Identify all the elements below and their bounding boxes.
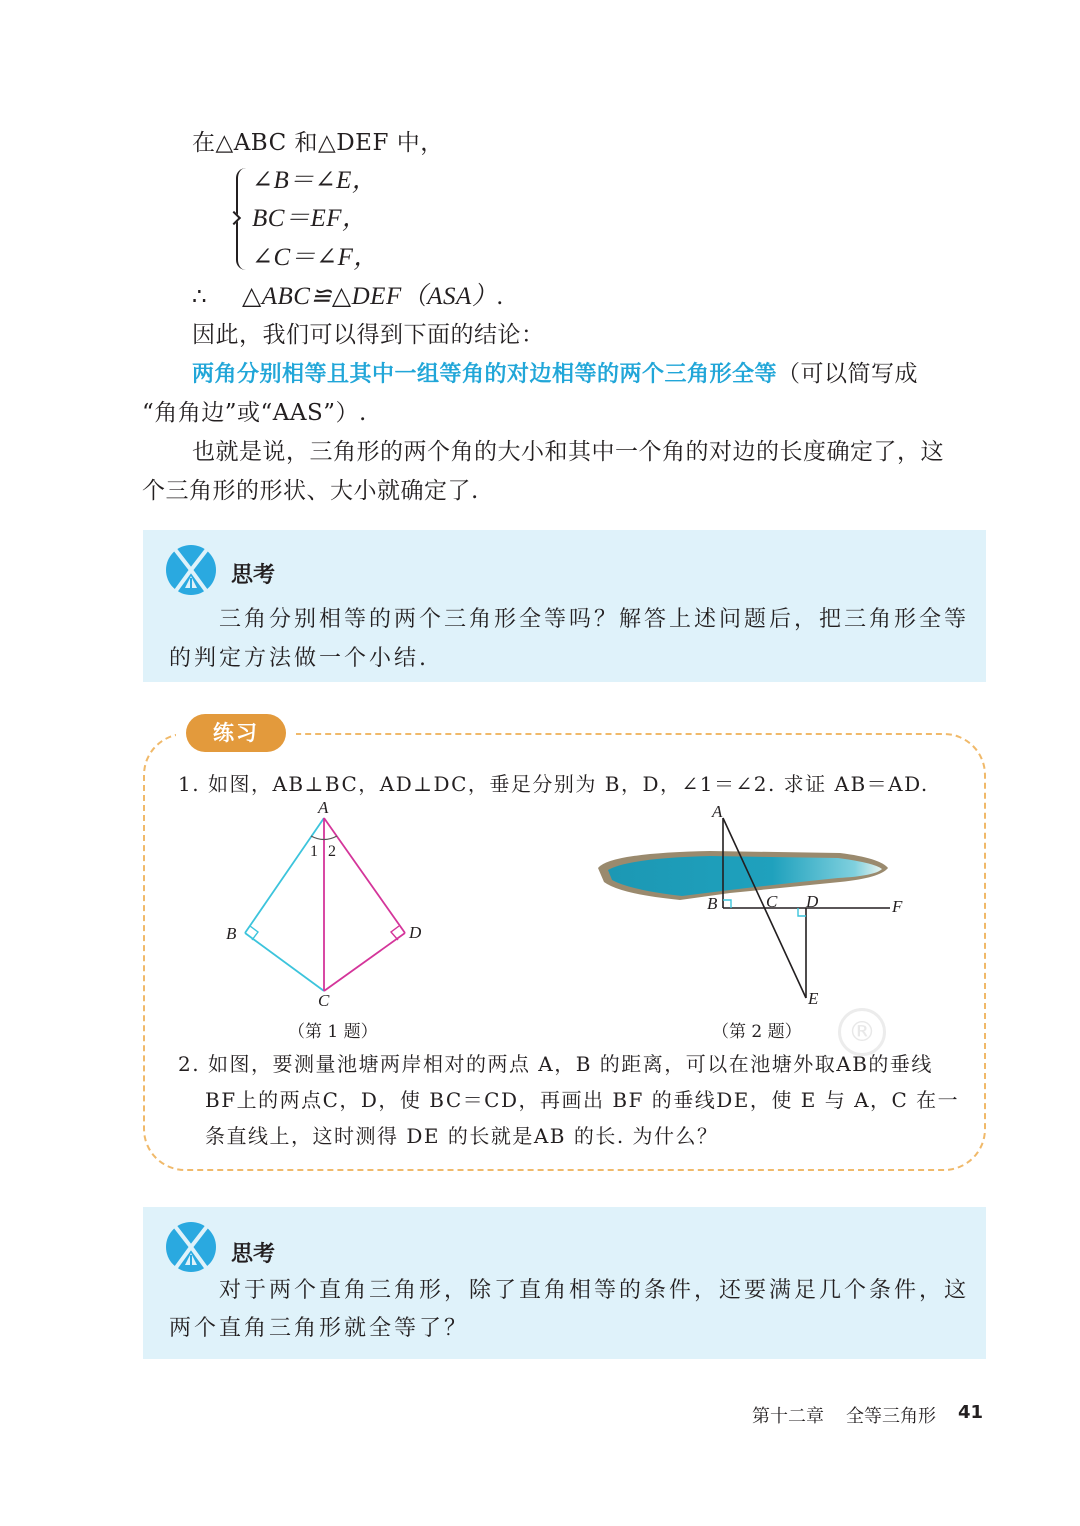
- hourglass-icon: [165, 1221, 217, 1273]
- exercise-q2-line-2: BF上的两点C，D，使 BC＝CD，再画出 BF 的垂线DE，使 E 与 A，C 在一: [205, 1088, 960, 1112]
- think-title-1: 思考: [231, 563, 276, 588]
- label-C: C: [318, 991, 330, 1010]
- think-box-1: [143, 530, 986, 682]
- theorem-line-1: [192, 355, 918, 394]
- think-1-line-2: 的判定方法做一个小结.: [169, 646, 429, 671]
- think-1-line-1: 三角分别相等的两个三角形全等吗？解答上述问题后，把三角形全等: [219, 607, 970, 632]
- figure-2-caption: （第 2 题）: [712, 1022, 802, 1042]
- proof-condition-2: BC＝EF，: [252, 205, 368, 232]
- proof-conclusion: △ABC≌△DEF（ASA）.: [242, 283, 505, 310]
- theorem-rest: （可以简写成: [777, 361, 919, 387]
- registered-watermark: ®: [838, 1008, 886, 1056]
- footer-section: 全等三角形: [846, 1406, 936, 1427]
- think-title-2: 思考: [231, 1242, 276, 1267]
- figure-2-pond: [590, 798, 920, 1018]
- lead-text: 因此，我们可以得到下面的结论：: [192, 322, 545, 348]
- brace: [236, 168, 250, 270]
- label-A: A: [318, 798, 329, 817]
- exercise-q1: 1. 如图，AB⊥BC，AD⊥DC，垂足分别为 B，D，∠1＝∠2. 求证 AB＝AD.: [178, 772, 929, 796]
- label-B: B: [226, 924, 237, 943]
- theorem-highlight: 两角分别相等且其中一组等角的对边相等的两个三角形全等: [192, 362, 778, 387]
- explain-line-1: 也就是说，三角形的两个角的大小和其中一个角的对边的长度确定了，这: [192, 439, 944, 465]
- label-D: D: [806, 892, 819, 911]
- think-2-line-2: 两个直角三角形就全等了？: [169, 1316, 470, 1341]
- explain-line-2: 个三角形的形状、大小就确定了.: [142, 478, 479, 504]
- footer-chapter: 第十二章: [752, 1406, 824, 1427]
- figure-1-caption: （第 1 题）: [288, 1022, 378, 1042]
- theorem-line-2: “角角边”或“AAS”）.: [142, 400, 367, 426]
- page-number: 41: [958, 1402, 984, 1423]
- proof-intro: 在△ABC 和△DEF 中，: [192, 130, 444, 156]
- exercise-q2-line-1: 2. 如图，要测量池塘两岸相对的两点 A，B 的距离，可以在池塘外取AB的垂线: [178, 1052, 933, 1076]
- label-C: C: [766, 892, 778, 911]
- proof-condition-1: ∠B＝∠E，: [252, 167, 378, 194]
- think-2-line-1: 对于两个直角三角形，除了直角相等的条件，还要满足几个条件，这: [219, 1278, 970, 1303]
- proof-condition-3: ∠C＝∠F，: [252, 244, 379, 271]
- exercise-q2-line-3: 条直线上，这时测得 DE 的长就是AB 的长. 为什么？: [205, 1124, 719, 1148]
- label-D: D: [409, 923, 422, 942]
- exercise-tab: 练习: [186, 714, 286, 752]
- label-angle-1: 1: [310, 843, 318, 860]
- label-E: E: [808, 989, 819, 1008]
- think-box-2: [143, 1207, 986, 1359]
- label-A: A: [712, 802, 723, 821]
- figure-1-kite: [210, 798, 450, 1018]
- therefore-symbol: ∴: [192, 284, 208, 310]
- label-angle-2: 2: [328, 843, 336, 860]
- hourglass-icon: [165, 544, 217, 596]
- label-B: B: [707, 894, 718, 913]
- label-F: F: [892, 897, 903, 916]
